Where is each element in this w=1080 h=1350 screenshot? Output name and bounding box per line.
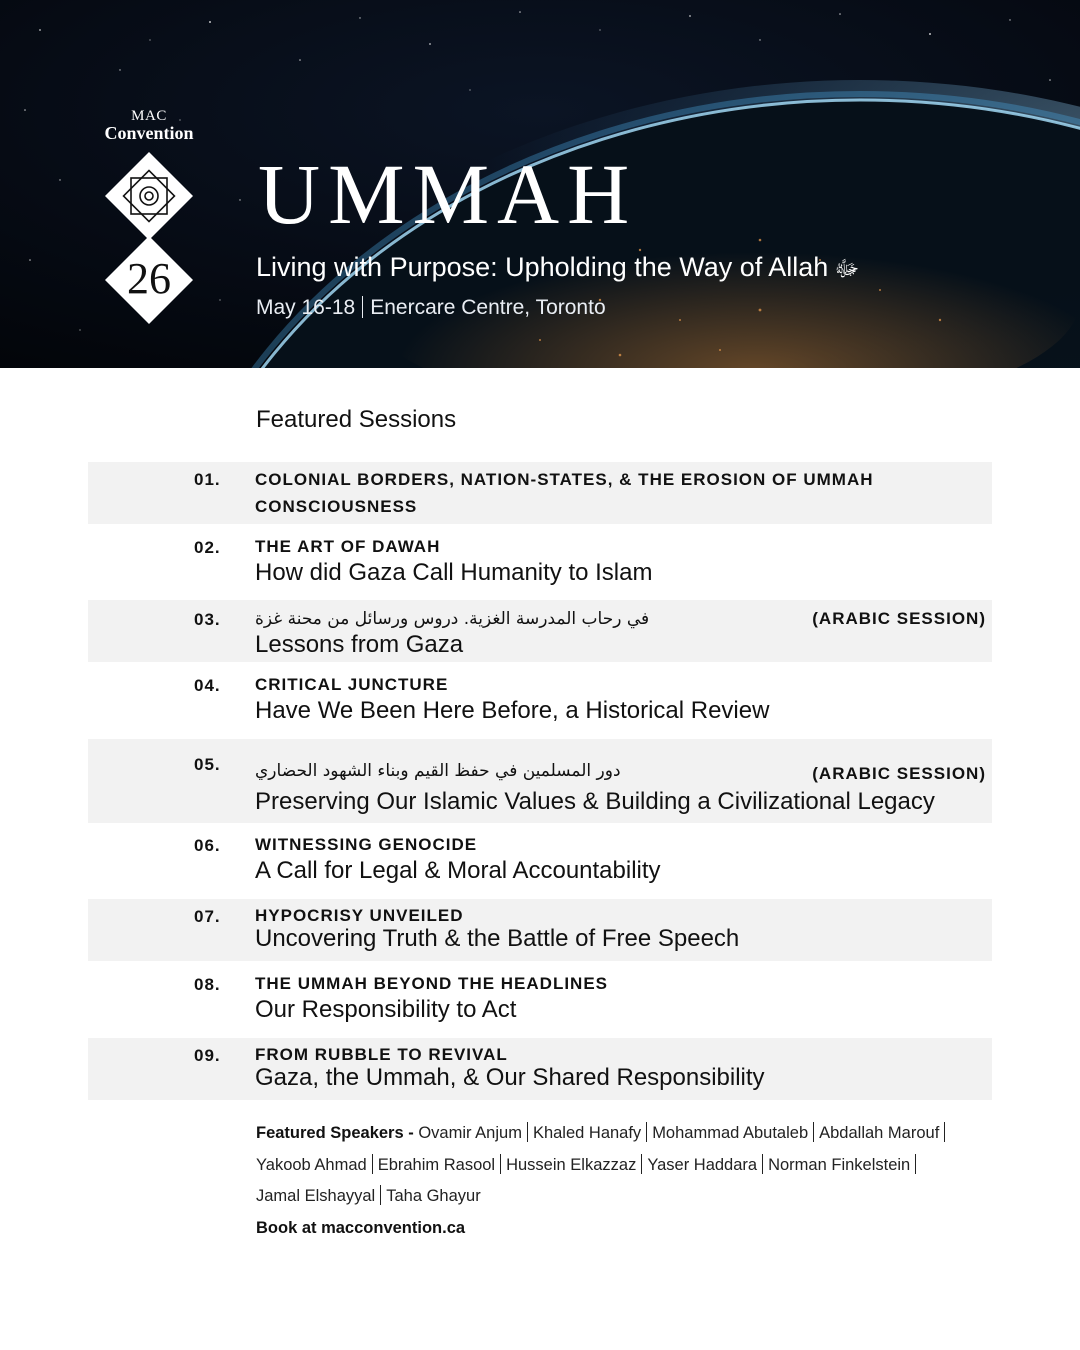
speaker-name: Yaser Haddara — [647, 1155, 758, 1174]
speaker-name: Abdallah Marouf — [819, 1124, 940, 1142]
session-row — [88, 462, 992, 524]
session-title: WITNESSING GENOCIDE — [255, 835, 478, 854]
event-subtitle — [256, 250, 859, 287]
session-subtitle: Uncovering Truth & the Battle of Free Speech — [255, 925, 740, 952]
mac-logo-text: MAC — [131, 108, 167, 124]
session-number: 05. — [194, 755, 221, 774]
speaker-name: Khaled Hanafy — [532, 1124, 642, 1142]
divider — [813, 1122, 814, 1142]
session-subtitle: A Call for Legal & Moral Accountability — [255, 857, 661, 884]
session-number: 01. — [194, 470, 221, 489]
session-number: 02. — [194, 538, 221, 557]
session-title: CRITICAL JUNCTURE — [255, 675, 449, 694]
session-number: 06. — [194, 836, 221, 855]
session-subtitle: Lessons from Gaza — [255, 631, 464, 658]
session-row — [88, 828, 992, 892]
session-subtitle: Our Responsibility to Act — [255, 996, 517, 1023]
session-number: 07. — [194, 907, 221, 926]
session-subtitle: Preserving Our Islamic Values & Building a Civilizational Legacy — [255, 788, 935, 815]
session-title: THE UMMAH BEYOND THE HEADLINES — [255, 974, 609, 993]
arabic-session-tag: (ARABIC SESSION) — [812, 764, 986, 783]
edition-number: 26 — [127, 254, 171, 303]
session-title: HYPOCRISY UNVEILED — [255, 906, 464, 925]
convention-logo-text: Convention — [104, 123, 194, 143]
speaker-name: Ovamir Anjum — [418, 1124, 522, 1142]
speaker-name: Mohammad Abutaleb — [652, 1124, 809, 1142]
session-arabic-title: دور المسلمين في حفظ القيم وبناء الشهود الحضاري — [255, 761, 621, 781]
session-row — [88, 1038, 992, 1100]
speaker-name: Hussein Elkazzaz — [506, 1155, 637, 1174]
divider — [641, 1154, 642, 1174]
divider — [372, 1154, 373, 1174]
session-row — [88, 739, 992, 823]
session-number: 03. — [194, 610, 221, 629]
event-meta — [256, 294, 606, 322]
session-row — [88, 967, 992, 1031]
event-subtitle-text: Living with Purpose: Upholding the Way of Allah — [256, 252, 829, 282]
speaker-name: Ebrahim Rasool — [377, 1155, 496, 1174]
arabic-session-tag: (ARABIC SESSION) — [812, 609, 986, 628]
divider — [380, 1185, 381, 1205]
event-venue: Enercare Centre, Toronto — [370, 296, 606, 319]
divider — [944, 1122, 945, 1142]
session-title: COLONIAL BORDERS, NATION-STATES, & THE EROSION OF UMMAH CONSCIOUSNESS — [255, 470, 874, 516]
honorific-glyph: ﷻ — [834, 257, 860, 282]
session-subtitle: Gaza, the Ummah, & Our Shared Responsibility — [255, 1064, 765, 1091]
speaker-name: Yakoob Ahmad — [256, 1155, 367, 1174]
session-row — [88, 899, 992, 961]
session-arabic-title: في رحاب المدرسة الغزية. دروس ورسائل من محنة غزة — [255, 609, 650, 629]
speakers-label: Featured Speakers - — [256, 1124, 414, 1142]
speaker-name: Norman Finkelstein — [768, 1155, 911, 1174]
featured-sessions-heading: Featured Sessions — [256, 406, 457, 433]
speaker-name: Taha Ghayur — [386, 1187, 481, 1205]
session-row — [88, 668, 992, 732]
booking-link[interactable]: Book at macconvention.ca — [256, 1219, 466, 1237]
speaker-name: Jamal Elshayyal — [256, 1187, 376, 1205]
divider — [915, 1154, 916, 1174]
event-dates: May 16-18 — [256, 296, 356, 319]
hero-banner — [0, 0, 1080, 368]
divider — [500, 1154, 501, 1174]
divider — [762, 1154, 763, 1174]
divider — [646, 1122, 647, 1142]
session-number: 04. — [194, 676, 221, 695]
session-subtitle: Have We Been Here Before, a Historical Review — [255, 697, 770, 724]
session-number: 08. — [194, 975, 221, 994]
divider — [362, 296, 363, 318]
session-number: 09. — [194, 1046, 221, 1065]
session-row — [88, 530, 992, 594]
session-row — [88, 600, 992, 662]
featured-speakers — [256, 1118, 986, 1213]
event-title: UMMAH — [258, 146, 638, 242]
session-title: THE ART OF DAWAH — [255, 537, 441, 556]
session-title: FROM RUBBLE TO REVIVAL — [255, 1045, 508, 1064]
session-subtitle: How did Gaza Call Humanity to Islam — [255, 559, 653, 586]
divider — [527, 1122, 528, 1142]
